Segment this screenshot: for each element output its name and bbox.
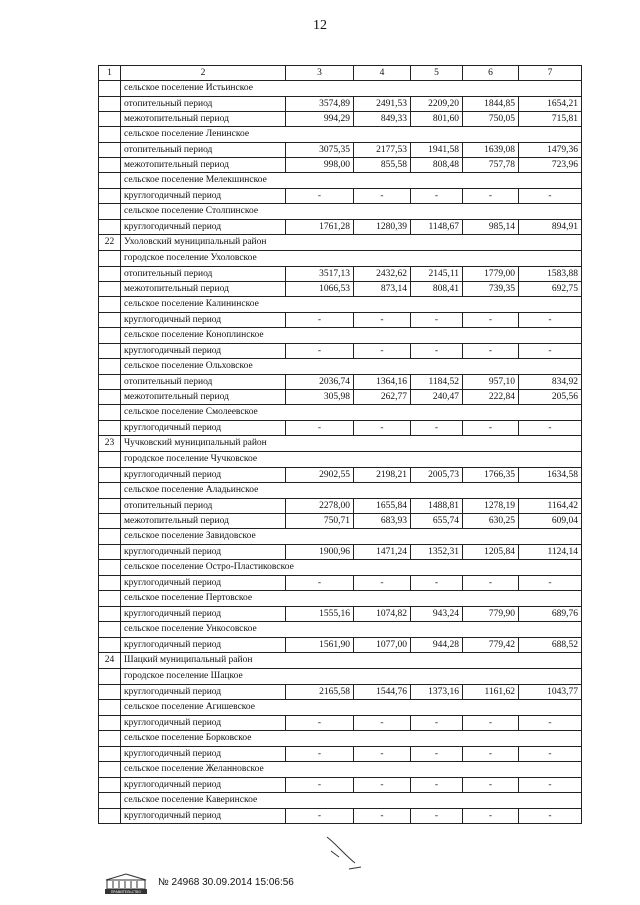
- value-cell: -: [411, 344, 463, 359]
- header-cell: 5: [411, 66, 463, 81]
- table-row: [99, 607, 582, 622]
- row-number: 23: [99, 436, 121, 452]
- value-cell: -: [286, 189, 354, 204]
- value-cell: 609,04: [519, 514, 582, 529]
- row-name: круглогодичный период: [121, 716, 286, 731]
- value-cell: -: [519, 716, 582, 731]
- row-name: круглогодичный период: [121, 313, 286, 328]
- row-number: [99, 468, 121, 483]
- row-name: Шацкий муниципальный район: [121, 653, 582, 669]
- value-cell: 1766,35: [463, 468, 519, 483]
- value-cell: 750,71: [286, 514, 354, 529]
- page-number: 12: [313, 18, 327, 33]
- row-name: сельское поселение Истьинское: [121, 81, 582, 97]
- row-name: сельское поселение Ольховское: [121, 359, 582, 375]
- value-cell: 655,74: [411, 514, 463, 529]
- row-name: отопительный период: [121, 267, 286, 282]
- row-number: [99, 747, 121, 762]
- value-cell: -: [411, 189, 463, 204]
- header-cell: 1: [99, 66, 121, 81]
- row-number: [99, 421, 121, 436]
- row-name: отопительный период: [121, 375, 286, 390]
- value-cell: 1544,76: [354, 685, 411, 700]
- row-number: [99, 483, 121, 499]
- value-cell: 3075,35: [286, 143, 354, 158]
- row-name: межотопительный период: [121, 282, 286, 297]
- table-row: [99, 747, 582, 762]
- value-cell: 688,52: [519, 638, 582, 653]
- value-cell: -: [463, 716, 519, 731]
- value-cell: 2005,73: [411, 468, 463, 483]
- row-name: сельское поселение Желанновское: [121, 762, 582, 778]
- row-number: [99, 313, 121, 328]
- row-name: сельское поселение Остро-Пластиковское: [121, 560, 582, 576]
- value-cell: 1124,14: [519, 545, 582, 560]
- row-number: [99, 607, 121, 622]
- value-cell: -: [286, 778, 354, 793]
- value-cell: -: [354, 421, 411, 436]
- value-cell: 715,81: [519, 112, 582, 127]
- value-cell: -: [411, 809, 463, 824]
- value-cell: 1941,58: [411, 143, 463, 158]
- value-cell: -: [519, 747, 582, 762]
- value-cell: 834,92: [519, 375, 582, 390]
- value-cell: 1161,62: [463, 685, 519, 700]
- table-row: [99, 700, 582, 716]
- value-cell: 2198,21: [354, 468, 411, 483]
- row-number: [99, 700, 121, 716]
- value-cell: 1555,16: [286, 607, 354, 622]
- row-number: [99, 685, 121, 700]
- value-cell: 1561,90: [286, 638, 354, 653]
- value-cell: 1655,84: [354, 499, 411, 514]
- row-number: 24: [99, 653, 121, 669]
- row-name: круглогодичный период: [121, 545, 286, 560]
- value-cell: 808,41: [411, 282, 463, 297]
- table-row: [99, 112, 582, 127]
- row-name: межотопительный период: [121, 514, 286, 529]
- header-cell: 3: [286, 66, 354, 81]
- value-cell: 2145,11: [411, 267, 463, 282]
- row-number: [99, 127, 121, 143]
- table-row: [99, 731, 582, 747]
- value-cell: -: [286, 421, 354, 436]
- row-name: сельское поселение Агишевское: [121, 700, 582, 716]
- value-cell: 739,35: [463, 282, 519, 297]
- value-cell: -: [411, 716, 463, 731]
- value-cell: 692,75: [519, 282, 582, 297]
- value-cell: -: [411, 421, 463, 436]
- row-number: [99, 390, 121, 405]
- row-name: круглогодичный период: [121, 421, 286, 436]
- row-name: сельское поселение Ленинское: [121, 127, 582, 143]
- value-cell: 1043,77: [519, 685, 582, 700]
- value-cell: -: [519, 778, 582, 793]
- row-name: круглогодичный период: [121, 747, 286, 762]
- value-cell: 2278,00: [286, 499, 354, 514]
- value-cell: 305,98: [286, 390, 354, 405]
- row-number: [99, 731, 121, 747]
- footer: [0, 868, 640, 905]
- value-cell: 1583,88: [519, 267, 582, 282]
- value-cell: 2036,74: [286, 375, 354, 390]
- svg-text:ПРАВИТЕЛЬСТВО: ПРАВИТЕЛЬСТВО: [110, 890, 142, 894]
- row-name: сельское поселение Борковское: [121, 731, 582, 747]
- row-number: [99, 344, 121, 359]
- value-cell: -: [411, 313, 463, 328]
- table-row: [99, 622, 582, 638]
- header-cell: 7: [519, 66, 582, 81]
- row-number: [99, 143, 121, 158]
- value-cell: -: [354, 778, 411, 793]
- value-cell: -: [286, 576, 354, 591]
- value-cell: -: [411, 747, 463, 762]
- table-body: [99, 81, 582, 824]
- value-cell: -: [519, 576, 582, 591]
- table-row: [99, 685, 582, 700]
- value-cell: 1779,00: [463, 267, 519, 282]
- value-cell: 985,14: [463, 220, 519, 235]
- row-name: круглогодичный период: [121, 778, 286, 793]
- value-cell: -: [411, 778, 463, 793]
- value-cell: 894,91: [519, 220, 582, 235]
- value-cell: 1148,67: [411, 220, 463, 235]
- row-name: сельское поселение Завидовское: [121, 529, 582, 545]
- row-number: [99, 638, 121, 653]
- table-row: [99, 127, 582, 143]
- value-cell: 873,14: [354, 282, 411, 297]
- row-name: круглогодичный период: [121, 685, 286, 700]
- value-cell: 2491,53: [354, 97, 411, 112]
- row-name: круглогодичный период: [121, 638, 286, 653]
- header-row: [99, 66, 582, 81]
- table-row: [99, 297, 582, 313]
- table-row: [99, 436, 582, 452]
- row-name: круглогодичный период: [121, 344, 286, 359]
- row-number: [99, 514, 121, 529]
- row-name: отопительный период: [121, 143, 286, 158]
- value-cell: 1074,82: [354, 607, 411, 622]
- table-row: [99, 220, 582, 235]
- row-name: отопительный период: [121, 499, 286, 514]
- table-row: [99, 545, 582, 560]
- value-cell: 944,28: [411, 638, 463, 653]
- row-number: [99, 267, 121, 282]
- value-cell: 1373,16: [411, 685, 463, 700]
- value-cell: -: [463, 747, 519, 762]
- row-name: круглогодичный период: [121, 189, 286, 204]
- row-name: межотопительный период: [121, 158, 286, 173]
- value-cell: -: [286, 344, 354, 359]
- value-cell: 3574,89: [286, 97, 354, 112]
- value-cell: 1352,31: [411, 545, 463, 560]
- row-number: [99, 220, 121, 235]
- table-row: [99, 189, 582, 204]
- value-cell: 1364,16: [354, 375, 411, 390]
- row-name: отопительный период: [121, 97, 286, 112]
- table-row: [99, 591, 582, 607]
- value-cell: 723,96: [519, 158, 582, 173]
- row-name: круглогодичный период: [121, 576, 286, 591]
- table-row: [99, 251, 582, 267]
- row-name: сельское поселение Столпинское: [121, 204, 582, 220]
- table-row: [99, 328, 582, 344]
- value-cell: -: [354, 716, 411, 731]
- header-cell: 4: [354, 66, 411, 81]
- table-row: [99, 81, 582, 97]
- value-cell: 1471,24: [354, 545, 411, 560]
- value-cell: 1164,42: [519, 499, 582, 514]
- value-cell: 2902,55: [286, 468, 354, 483]
- value-cell: 779,42: [463, 638, 519, 653]
- header-cell: 2: [121, 66, 286, 81]
- row-name: Ухоловский муниципальный район: [121, 235, 582, 251]
- value-cell: 1280,39: [354, 220, 411, 235]
- signature-mark-icon: [325, 833, 365, 873]
- table-row: [99, 560, 582, 576]
- value-cell: -: [519, 344, 582, 359]
- row-name: сельское поселение Коноплинское: [121, 328, 582, 344]
- value-cell: 1844,85: [463, 97, 519, 112]
- row-name: межотопительный период: [121, 112, 286, 127]
- row-name: круглогодичный период: [121, 607, 286, 622]
- value-cell: 808,48: [411, 158, 463, 173]
- table-row: [99, 638, 582, 653]
- row-number: [99, 158, 121, 173]
- value-cell: -: [463, 421, 519, 436]
- row-number: [99, 762, 121, 778]
- row-name: сельское поселение Калининское: [121, 297, 582, 313]
- value-cell: 1900,96: [286, 545, 354, 560]
- value-cell: -: [354, 747, 411, 762]
- row-number: [99, 545, 121, 560]
- value-cell: -: [354, 313, 411, 328]
- value-cell: -: [463, 809, 519, 824]
- table-row: [99, 359, 582, 375]
- value-cell: 630,25: [463, 514, 519, 529]
- row-name: Чучковский муниципальный район: [121, 436, 582, 452]
- value-cell: 262,77: [354, 390, 411, 405]
- value-cell: -: [519, 313, 582, 328]
- table-row: [99, 529, 582, 545]
- value-cell: -: [463, 576, 519, 591]
- row-name: межотопительный период: [121, 390, 286, 405]
- tariff-table: [98, 65, 582, 824]
- table-row: [99, 468, 582, 483]
- table-row: [99, 375, 582, 390]
- value-cell: -: [286, 716, 354, 731]
- row-name: круглогодичный период: [121, 809, 286, 824]
- value-cell: 1761,28: [286, 220, 354, 235]
- row-name: городское поселение Чучковское: [121, 452, 582, 468]
- table-row: [99, 97, 582, 112]
- value-cell: -: [519, 809, 582, 824]
- table-row: [99, 716, 582, 731]
- row-number: [99, 359, 121, 375]
- row-number: [99, 529, 121, 545]
- value-cell: 1184,52: [411, 375, 463, 390]
- value-cell: 1639,08: [463, 143, 519, 158]
- value-cell: 1205,84: [463, 545, 519, 560]
- value-cell: -: [463, 344, 519, 359]
- value-cell: -: [286, 747, 354, 762]
- table-row: [99, 313, 582, 328]
- row-number: [99, 297, 121, 313]
- value-cell: 943,24: [411, 607, 463, 622]
- row-name: сельское поселение Аладьинское: [121, 483, 582, 499]
- registration-stamp: № 24968 30.09.2014 15:06:56: [158, 877, 294, 888]
- row-number: [99, 112, 121, 127]
- table-row: [99, 809, 582, 824]
- value-cell: -: [354, 189, 411, 204]
- value-cell: 1654,21: [519, 97, 582, 112]
- table-row: [99, 282, 582, 297]
- value-cell: 3517,13: [286, 267, 354, 282]
- header-cell: 6: [463, 66, 519, 81]
- row-name: сельское поселение Смолеевское: [121, 405, 582, 421]
- table-row: [99, 143, 582, 158]
- row-number: [99, 189, 121, 204]
- government-building-icon: [102, 873, 150, 895]
- value-cell: -: [286, 313, 354, 328]
- row-number: [99, 405, 121, 421]
- value-cell: 1278,19: [463, 499, 519, 514]
- row-number: [99, 97, 121, 112]
- value-cell: 849,33: [354, 112, 411, 127]
- table-row: [99, 669, 582, 685]
- row-number: [99, 251, 121, 267]
- table-row: [99, 653, 582, 669]
- row-number: [99, 328, 121, 344]
- table-row: [99, 158, 582, 173]
- value-cell: 1066,53: [286, 282, 354, 297]
- value-cell: 205,56: [519, 390, 582, 405]
- row-number: [99, 282, 121, 297]
- table-row: [99, 793, 582, 809]
- row-name: сельское поселение Ункосовское: [121, 622, 582, 638]
- row-number: [99, 173, 121, 189]
- row-number: [99, 778, 121, 793]
- row-name: сельское поселение Каверинское: [121, 793, 582, 809]
- value-cell: 757,78: [463, 158, 519, 173]
- value-cell: 222,84: [463, 390, 519, 405]
- table-row: [99, 778, 582, 793]
- value-cell: 683,93: [354, 514, 411, 529]
- value-cell: 1077,00: [354, 638, 411, 653]
- row-number: [99, 809, 121, 824]
- row-number: [99, 499, 121, 514]
- value-cell: 2209,20: [411, 97, 463, 112]
- table-row: [99, 344, 582, 359]
- table-row: [99, 204, 582, 220]
- table-row: [99, 514, 582, 529]
- value-cell: 998,00: [286, 158, 354, 173]
- row-name: круглогодичный период: [121, 468, 286, 483]
- row-name: городское поселение Ухоловское: [121, 251, 582, 267]
- table-row: [99, 452, 582, 468]
- value-cell: -: [354, 809, 411, 824]
- value-cell: -: [354, 344, 411, 359]
- value-cell: 750,05: [463, 112, 519, 127]
- row-name: круглогодичный период: [121, 220, 286, 235]
- row-number: [99, 81, 121, 97]
- row-number: [99, 560, 121, 576]
- row-number: [99, 375, 121, 390]
- row-number: [99, 576, 121, 591]
- row-number: [99, 204, 121, 220]
- value-cell: 2165,58: [286, 685, 354, 700]
- table-row: [99, 499, 582, 514]
- value-cell: -: [463, 313, 519, 328]
- value-cell: -: [463, 189, 519, 204]
- value-cell: 1479,36: [519, 143, 582, 158]
- table-row: [99, 762, 582, 778]
- row-number: [99, 716, 121, 731]
- table-row: [99, 576, 582, 591]
- table-row: [99, 267, 582, 282]
- value-cell: 957,10: [463, 375, 519, 390]
- value-cell: 1488,81: [411, 499, 463, 514]
- row-number: [99, 669, 121, 685]
- table-row: [99, 421, 582, 436]
- table-row: [99, 173, 582, 189]
- value-cell: 689,76: [519, 607, 582, 622]
- row-name: сельское поселение Мелекшинское: [121, 173, 582, 189]
- value-cell: 240,47: [411, 390, 463, 405]
- value-cell: 2432,62: [354, 267, 411, 282]
- value-cell: 2177,53: [354, 143, 411, 158]
- value-cell: 801,60: [411, 112, 463, 127]
- table-row: [99, 390, 582, 405]
- value-cell: -: [519, 421, 582, 436]
- value-cell: -: [354, 576, 411, 591]
- value-cell: 779,90: [463, 607, 519, 622]
- value-cell: -: [411, 576, 463, 591]
- row-number: 22: [99, 235, 121, 251]
- row-name: городское поселение Шацкое: [121, 669, 582, 685]
- table-row: [99, 405, 582, 421]
- value-cell: 1634,58: [519, 468, 582, 483]
- row-number: [99, 793, 121, 809]
- row-number: [99, 452, 121, 468]
- value-cell: -: [463, 778, 519, 793]
- row-name: сельское поселение Пертовское: [121, 591, 582, 607]
- value-cell: -: [519, 189, 582, 204]
- table-row: [99, 235, 582, 251]
- row-number: [99, 622, 121, 638]
- value-cell: -: [286, 809, 354, 824]
- value-cell: 855,58: [354, 158, 411, 173]
- value-cell: 994,29: [286, 112, 354, 127]
- row-number: [99, 591, 121, 607]
- table-row: [99, 483, 582, 499]
